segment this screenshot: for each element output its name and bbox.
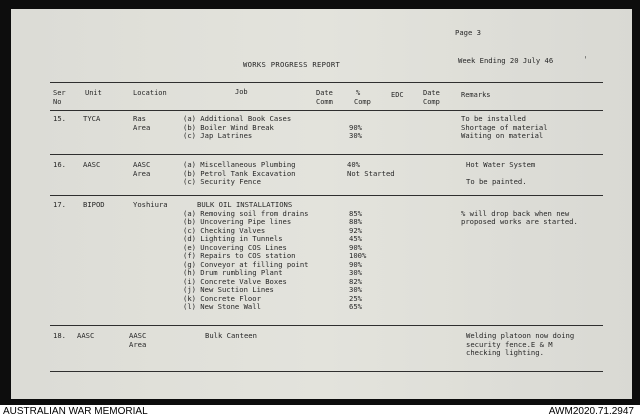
row-unit: TYCA <box>83 114 101 123</box>
row-pct: 90% 30% <box>349 122 362 140</box>
col-job: Job <box>235 88 248 96</box>
row-jobs: (a) Miscellaneous Plumbing (b) Petrol Tank Excavation (c) Security Fence <box>183 160 296 186</box>
row-heading: BULK OIL INSTALLATIONS <box>197 200 293 209</box>
archive-name: AUSTRALIAN WAR MEMORIAL <box>3 406 148 417</box>
row-location: Ras Area <box>133 114 151 132</box>
row-pct: 85% 88% 92% 45% 90% 100% 90% 30% 82% 30% 25% 65% <box>349 208 367 311</box>
row-jobs: (a) Removing soil from drains (b) Uncovering Pipe lines (c) Checking Valves (d) Lighting in Tunnels (e) Uncovering COS Lines (f) Repairs to COS station (g) Conveyor at filling point (h) Drum rumbling Plant (i) Concrete Valve Boxes (j) New Suction Lines (k) Concrete Floor (l) New Stone Wall <box>183 208 309 311</box>
row-unit: AASC <box>83 160 101 169</box>
row-location: AASC Area <box>133 160 151 178</box>
row-pct: 40% Not Started <box>347 160 395 178</box>
pen-mark: ˌ <box>583 50 589 60</box>
row-remarks: Hot Water System To be painted. <box>466 160 536 186</box>
table-bottom-rule <box>50 371 603 372</box>
page-label: Page 3 <box>455 28 481 37</box>
row-divider <box>50 154 603 155</box>
col-unit: Unit <box>85 89 102 97</box>
col-edc: EDC <box>391 91 404 99</box>
row-jobs: (a) Additional Book Cases (b) Boiler Wind Break (c) Jap Latrines <box>183 114 292 140</box>
header-top-rule <box>50 82 603 83</box>
document-page <box>11 9 632 399</box>
row-unit: AASC <box>77 331 95 340</box>
col-ser-no: Ser No <box>53 89 66 106</box>
row-location: AASC Area <box>129 331 147 349</box>
row-remarks: % will drop back when new proposed works are started. <box>461 208 578 226</box>
row-remarks: Welding platoon now doing security fence.E & M checking lighting. <box>466 331 575 357</box>
week-ending: Week Ending 20 July 46 <box>458 56 554 65</box>
row-divider <box>50 195 603 196</box>
row-jobs: Bulk Canteen <box>205 331 257 340</box>
header-bottom-rule <box>50 110 603 111</box>
col-location: Location <box>133 89 167 97</box>
col-pct-comp: % Comp <box>354 89 371 106</box>
row-ser: 16. <box>53 160 66 169</box>
row-divider <box>50 325 603 326</box>
col-date-comp: Date Comp <box>423 89 440 106</box>
row-unit: BIPOD <box>83 200 105 209</box>
report-title: WORKS PROGRESS REPORT <box>243 60 341 69</box>
row-location: Yoshiura <box>133 200 168 209</box>
row-ser: 17. <box>53 200 66 209</box>
row-ser: 15. <box>53 114 66 123</box>
col-remarks: Remarks <box>461 91 491 99</box>
archive-footer <box>0 405 640 419</box>
col-date-comm: Date Comm <box>316 89 333 106</box>
row-ser: 18. <box>53 331 66 340</box>
archive-id: AWM2020.71.2947 <box>548 406 634 417</box>
row-remarks: To be installed Shortage of material Waiting on material <box>461 114 548 140</box>
